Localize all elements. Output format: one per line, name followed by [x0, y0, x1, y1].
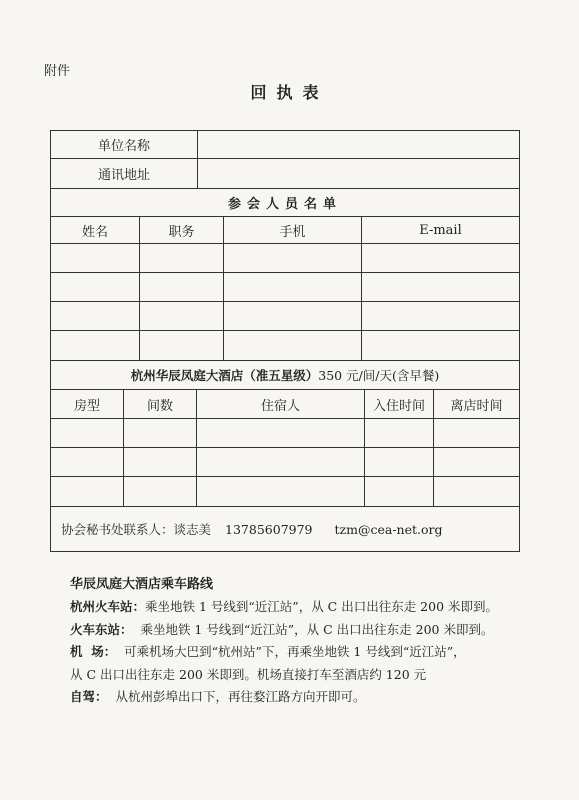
checkout-cell[interactable]	[434, 477, 519, 506]
col-title: 职务	[140, 217, 224, 243]
hotel-header-row	[51, 390, 519, 419]
participant-name-cell[interactable]	[51, 273, 140, 301]
participant-row	[51, 244, 519, 273]
address-row	[51, 159, 519, 189]
checkout-cell[interactable]	[434, 448, 519, 476]
col-email: E-mail	[419, 222, 462, 238]
participant-name-cell[interactable]	[51, 244, 140, 272]
contact-label: 协会秘书处联系人：	[61, 522, 174, 537]
address-label: 通讯地址	[51, 159, 198, 188]
attachment-label: 附件	[44, 64, 71, 79]
contact-row	[51, 507, 519, 551]
participants-heading: 参会人员名单	[227, 197, 342, 212]
room-type-cell[interactable]	[51, 448, 124, 476]
participant-row	[51, 273, 519, 302]
route-item-text: 乘坐地铁 1 号线到“近江站”，从 C 出口出往东走 200 米即到。	[132, 621, 494, 637]
participant-mobile-cell[interactable]	[224, 244, 362, 272]
route-title: 华辰凤庭大酒店乘车路线	[70, 577, 214, 592]
hotel-name: 杭州华辰凤庭大酒店（准五星级）	[130, 368, 319, 383]
address-field[interactable]	[198, 159, 519, 188]
room-type-cell[interactable]	[51, 419, 124, 447]
route-item	[70, 601, 550, 614]
participant-email-cell[interactable]	[362, 331, 519, 360]
route-item	[70, 691, 550, 704]
org-row	[51, 131, 519, 159]
participant-mobile-cell[interactable]	[224, 273, 362, 301]
guest-cell[interactable]	[197, 419, 365, 447]
booking-row	[51, 419, 519, 448]
col-room-type: 房型	[51, 390, 124, 418]
page-title: 回执表	[250, 83, 329, 102]
hotel-heading-row	[51, 361, 519, 390]
guest-cell[interactable]	[197, 477, 365, 506]
col-guest: 住宿人	[197, 390, 365, 418]
participant-title-cell[interactable]	[140, 331, 224, 360]
room-type-cell[interactable]	[51, 477, 124, 506]
participant-title-cell[interactable]	[140, 244, 224, 272]
col-checkin: 入住时间	[365, 390, 434, 418]
participant-mobile-cell[interactable]	[224, 302, 362, 330]
checkin-cell[interactable]	[365, 448, 434, 476]
participant-mobile-cell[interactable]	[224, 331, 362, 360]
hotel-heading	[51, 361, 519, 389]
participant-title-cell[interactable]	[140, 273, 224, 301]
contact-phone: 13785607979	[225, 521, 313, 537]
route-item-text: 从 C 出口出往东走 200 米即到。机场直接打车至酒店约 120 元	[70, 666, 427, 682]
hotel-price: 350 元/间/天(含早餐)	[318, 368, 440, 383]
checkin-cell[interactable]	[365, 419, 434, 447]
contact-info	[51, 507, 519, 551]
room-count-cell[interactable]	[124, 419, 197, 447]
route-item-label: 自驾：	[70, 689, 108, 704]
col-room-count: 间数	[124, 390, 197, 418]
participant-email-cell[interactable]	[362, 244, 519, 272]
route-section	[70, 578, 550, 714]
route-item	[70, 621, 550, 637]
org-field[interactable]	[198, 131, 519, 158]
route-item-text: 从杭州彭埠出口下，再往婺江路方向开即可。	[107, 689, 366, 704]
room-count-cell[interactable]	[124, 448, 197, 476]
participant-email-cell[interactable]	[362, 273, 519, 301]
route-item	[70, 666, 550, 682]
guest-cell[interactable]	[197, 448, 365, 476]
checkout-cell[interactable]	[434, 419, 519, 447]
participant-name-cell[interactable]	[51, 302, 140, 330]
route-item-label: 火车东站：	[70, 621, 133, 637]
route-item-text: 乘坐地铁 1 号线到“近江站”，从 C 出口出往东走 200 米即到。	[145, 599, 499, 614]
checkin-cell[interactable]	[365, 477, 434, 506]
participants-header-row	[51, 217, 519, 244]
contact-name: 谈志美	[173, 522, 212, 537]
booking-row	[51, 448, 519, 477]
participant-email-cell[interactable]	[362, 302, 519, 330]
route-item	[70, 646, 550, 659]
col-mobile: 手机	[224, 217, 362, 243]
room-count-cell[interactable]	[124, 477, 197, 506]
participant-name-cell[interactable]	[51, 331, 140, 360]
participant-title-cell[interactable]	[140, 302, 224, 330]
booking-row	[51, 477, 519, 507]
receipt-table	[50, 130, 520, 552]
contact-email[interactable]: tzm@cea-net.org	[334, 521, 443, 537]
route-item-text: 可乘机场大巴到“杭州站”下，再乘坐地铁 1 号线到“近江站”，	[116, 644, 466, 659]
route-item-label: 机 场：	[70, 644, 117, 659]
col-checkout: 离店时间	[450, 398, 503, 414]
col-name: 姓名	[51, 217, 140, 243]
participant-row	[51, 302, 519, 331]
org-label: 单位名称	[51, 131, 198, 158]
participant-row	[51, 331, 519, 361]
route-item-label: 杭州火车站：	[70, 599, 146, 614]
participants-heading-row	[51, 189, 519, 217]
